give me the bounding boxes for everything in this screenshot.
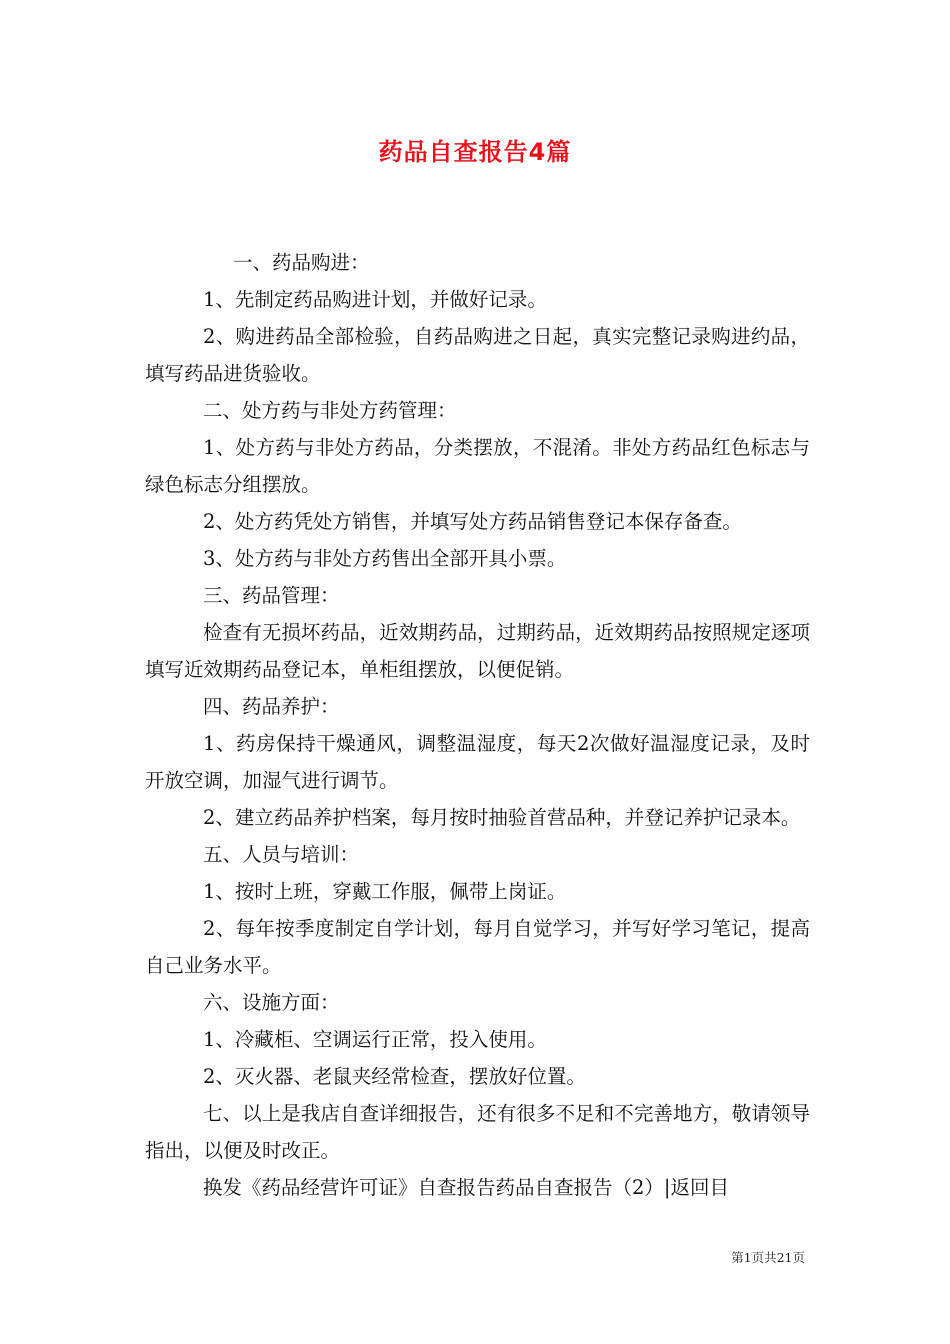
paragraph: 换发《药品经营许可证》自查报告药品自查报告（2）|返回目: [203, 1176, 729, 1199]
paragraph: 1、冷藏柜、空调运行正常，投入使用。: [203, 1028, 547, 1051]
section-heading-purchase: 一、药品购进：: [233, 251, 370, 274]
paragraph: 2、处方药凭处方销售，并填写处方药品销售登记本保存备查。: [203, 510, 742, 533]
page-number-footer: 第1页共21页: [731, 1250, 805, 1265]
section-heading-facilities: 六、设施方面：: [203, 991, 340, 1014]
document-body: [145, 244, 810, 1206]
section-heading-staff: 五、人员与培训：: [203, 843, 360, 866]
paragraph: 检查有无损坏药品，近效期药品，过期药品，近效期药品按照规定逐项填写近效期药品登记本，单柜组摆放，以便促销。: [145, 621, 810, 681]
paragraph: 2、每年按季度制定自学计划，每月自觉学习，并写好学习笔记，提高自己业务水平。: [145, 917, 810, 977]
section-heading-maintenance: 四、药品养护：: [203, 695, 340, 718]
paragraph: 七、以上是我店自查详细报告，还有很多不足和不完善地方，敬请领导指出，以便及时改正。: [145, 1102, 810, 1162]
paragraph: 3、处方药与非处方药售出全部开具小票。: [203, 547, 567, 570]
paragraph: 2、购进药品全部检验，自药品购进之日起，真实完整记录购进约品，填写药品进货验收。: [145, 325, 810, 385]
paragraph: 1、按时上班，穿戴工作服，佩带上岗证。: [203, 880, 567, 903]
section-heading-management: 三、药品管理：: [203, 584, 340, 607]
paragraph: 2、建立药品养护档案，每月按时抽验首营品种，并登记养护记录本。: [203, 806, 801, 829]
paragraph: 2、灭火器、老鼠夹经常检查，摆放好位置。: [203, 1065, 586, 1088]
paragraph: 1、处方药与非处方药品，分类摆放，不混淆。非处方药品红色标志与绿色标志分组摆放。: [145, 436, 810, 496]
paragraph: 1、药房保持干燥通风，调整温湿度，每天2次做好温湿度记录，及时开放空调，加湿气进行调节。: [145, 732, 810, 792]
document-title: 药品自查报告4篇: [378, 138, 572, 166]
section-heading-prescription: 二、处方药与非处方药管理：: [203, 399, 457, 422]
paragraph: 1、先制定药品购进计划，并做好记录。: [203, 288, 547, 311]
